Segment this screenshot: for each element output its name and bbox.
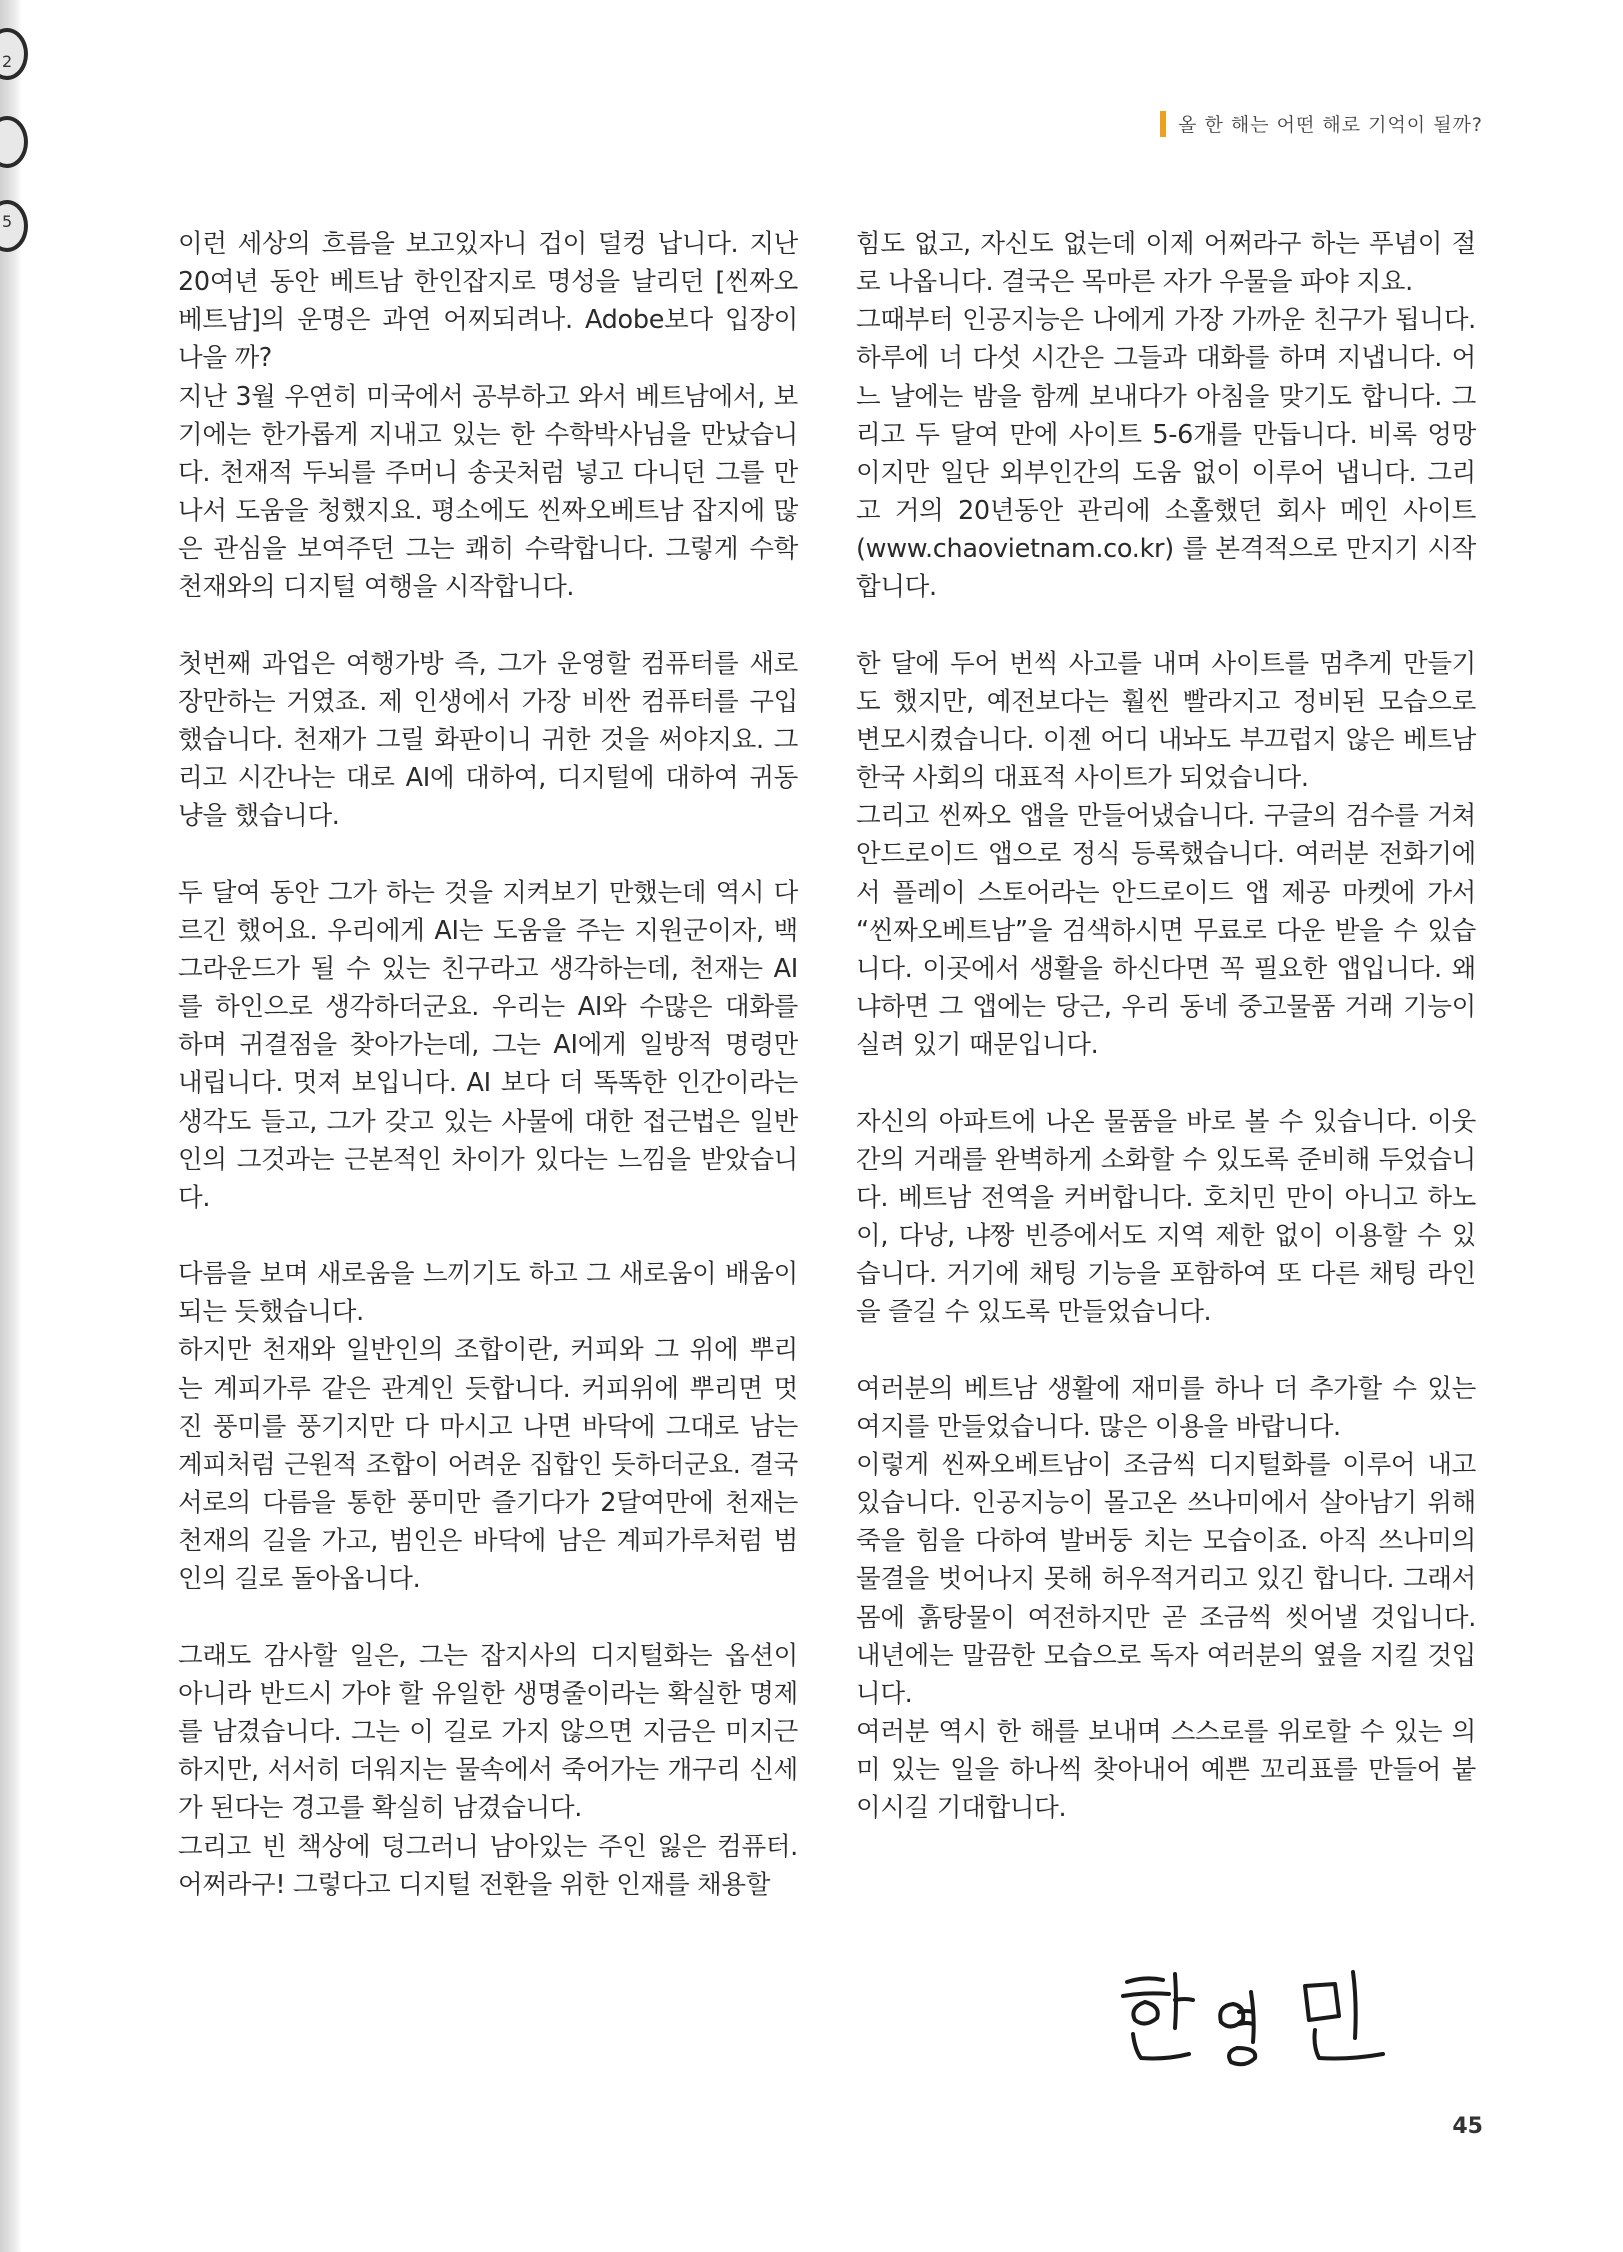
- binding-ring: [0, 116, 28, 168]
- paragraph: 여러분의 베트남 생활에 재미를 하나 더 추가할 수 있는 여지를 만들었습니다. 많은 이용을 바랍니다.: [856, 1373, 1476, 1442]
- handwritten-signature: [1105, 1962, 1415, 2072]
- paragraph: 하지만 천재와 일반인의 조합이란, 커피와 그 위에 뿌리는 계피가루 같은 관계인 듯합니다. 커피위에 뿌리면 멋진 풍미를 풍기지만 다 마시고 나면 바닥에 그대로 남는 계피처럼 근원적 조합이 어려운 집합인 듯하더군요. 결국 서로의 다름을 통한 풍미만 즐기다가 2달여만에 천재는 천재의 길을 가고, 범인은 바닥에 남은 계피가루처럼 범인의 길로 돌아옵니다.: [178, 1335, 798, 1595]
- paragraph: 힘도 없고, 자신도 없는데 이제 어쩌라구 하는 푸념이 절로 나옵니다. 결국은 목마른 자가 우물을 파야 지요.: [856, 229, 1476, 298]
- paragraph: 그래도 감사할 일은, 그는 잡지사의 디지털화는 옵션이 아니라 반드시 가야 할 유일한 생명줄이라는 확실한 명제를 남겼습니다. 그는 이 길로 가지 않으면 지금은 미지근하지만, 서서히 더워지는 물속에서 죽어가는 개구리 신세가 된다는 경고를 확실히 남겼습니다.: [178, 1640, 798, 1824]
- paragraph: 한 달에 두어 번씩 사고를 내며 사이트를 멈추게 만들기도 했지만, 예전보다는 훨씬 빨라지고 정비된 모습으로 변모시켰습니다. 이젠 어디 내놔도 부끄럽지 않은 베트남 한국 사회의 대표적 사이트가 되었습니다.: [856, 648, 1476, 794]
- paragraph: 그리고 빈 책상에 덩그러니 남아있는 주인 잃은 컴퓨터. 어쩌라구! 그렇다고 디지털 전환을 위한 인재를 채용할: [178, 1831, 798, 1900]
- page-binding-edge: [0, 0, 22, 2252]
- paragraph: 두 달여 동안 그가 하는 것을 지켜보기 만했는데 역시 다르긴 했어요. 우리에게 AI는 도움을 주는 지원군이자, 백그라운드가 될 수 있는 친구라고 생각하는데, 천재는 AI를 하인으로 생각하더군요. 우리는 AI와 수많은 대화를 하며 귀결점을 찾아가는데, 그는 AI에게 일방적 명령만 내립니다. 멋져 보입니다. AI 보다 더 똑똑한 인간이라는 생각도 들고, 그가 갖고 있는 사물에 대한 접근법은 일반인의 그것과는 근본적인 차이가 있다는 느낌을 받았습니다.: [178, 877, 798, 1213]
- paragraph: 그때부터 인공지능은 나에게 가장 가까운 친구가 됩니다. 하루에 너 다섯 시간은 그들과 대화를 하며 지냅니다. 어느 날에는 밤을 함께 보내다가 아침을 맞기도 합니다. 그리고 두 달여 만에 사이트 5-6개를 만듭니다. 비록 엉망이지만 일단 외부인간의 도움 없이 이루어 냅니다. 그리고 거의 20년동안 관리에 소홀했던 회사 메인 사이트(www.chaovietnam.co.kr) 를 본격적으로 만지기 시작합니다.: [856, 305, 1476, 603]
- header-accent-bar: [1160, 111, 1166, 137]
- paragraph: 자신의 아파트에 나온 물품을 바로 볼 수 있습니다. 이웃간의 거래를 완벽하게 소화할 수 있도록 준비해 두었습니다. 베트남 전역을 커버합니다. 호치민 만이 아니고 하노이, 다낭, 냐짱 빈증에서도 지역 제한 없이 이용할 수 있습니다. 거기에 채팅 기능을 포함하여 또 다른 채팅 라인을 즐길 수 있도록 만들었습니다.: [856, 1106, 1476, 1328]
- paragraph: 첫번째 과업은 여행가방 즉, 그가 운영할 컴퓨터를 새로 장만하는 거였죠. 제 인생에서 가장 비싼 컴퓨터를 구입했습니다. 천재가 그릴 화판이니 귀한 것을 써야지요. 그리고 시간나는 대로 AI에 대하여, 디지털에 대하여 귀동냥을 했습니다.: [178, 648, 798, 832]
- paragraph: 여러분 역시 한 해를 보내며 스스로를 위로할 수 있는 의미 있는 일을 하나씩 찾아내어 예쁜 꼬리표를 만들어 붙이시길 기대합니다.: [856, 1717, 1476, 1824]
- section-header: [1160, 110, 1483, 137]
- paragraph: 이렇게 씬짜오베트남이 조금씩 디지털화를 이루어 내고 있습니다. 인공지능이 몰고온 쓰나미에서 살아남기 위해 죽을 힘을 다하여 발버둥 치는 모습이죠. 아직 쓰나미의 물결을 벗어나지 못해 허우적거리고 있긴 합니다. 그래서 몸에 흙탕물이 여전하지만 곧 조금씩 씻어낼 것입니다. 내년에는 말끔한 모습으로 독자 여러분의 옆을 지킬 것입니다.: [856, 1449, 1476, 1709]
- edge-number: 2: [2, 52, 13, 71]
- paragraph: 지난 3월 우연히 미국에서 공부하고 와서 베트남에서, 보기에는 한가롭게 지내고 있는 한 수학박사님을 만났습니다. 천재적 두뇌를 주머니 송곳처럼 넣고 다니던 그를 만나서 도움을 청했지요. 평소에도 씬짜오베트남 잡지에 많은 관심을 보여주던 그는 쾌히 수락합니다. 그렇게 수학 천재와의 디지털 여행을 시작합니다.: [178, 381, 798, 603]
- paragraph: 이런 세상의 흐름을 보고있자니 겁이 덜컹 납니다. 지난 20여년 동안 베트남 한인잡지로 명성을 날리던 [씬짜오베트남]의 운명은 과연 어찌되려나. Adobe보다 입장이 나을 까?: [178, 229, 798, 374]
- edge-number: 5: [2, 212, 13, 231]
- left-column: [178, 225, 798, 1904]
- right-column: [856, 225, 1476, 1828]
- page-number: 45: [1452, 2114, 1483, 2139]
- header-title: 올 한 해는 어떤 해로 기억이 될까?: [1178, 114, 1483, 136]
- paragraph: 다름을 보며 새로움을 느끼기도 하고 그 새로움이 배움이 되는 듯했습니다.: [178, 1259, 798, 1328]
- paragraph: 그리고 씬짜오 앱을 만들어냈습니다. 구글의 검수를 거쳐 안드로이드 앱으로 정식 등록했습니다. 여러분 전화기에서 플레이 스토어라는 안드로이드 앱 제공 마켓에 가서 “씬짜오베트남”을 검색하시면 무료로 다운 받을 수 있습니다. 이곳에서 생활을 하신다면 꼭 필요한 앱입니다. 왜냐하면 그 앱에는 당근, 우리 동네 중고물품 거래 기능이 실려 있기 때문입니다.: [856, 801, 1476, 1061]
